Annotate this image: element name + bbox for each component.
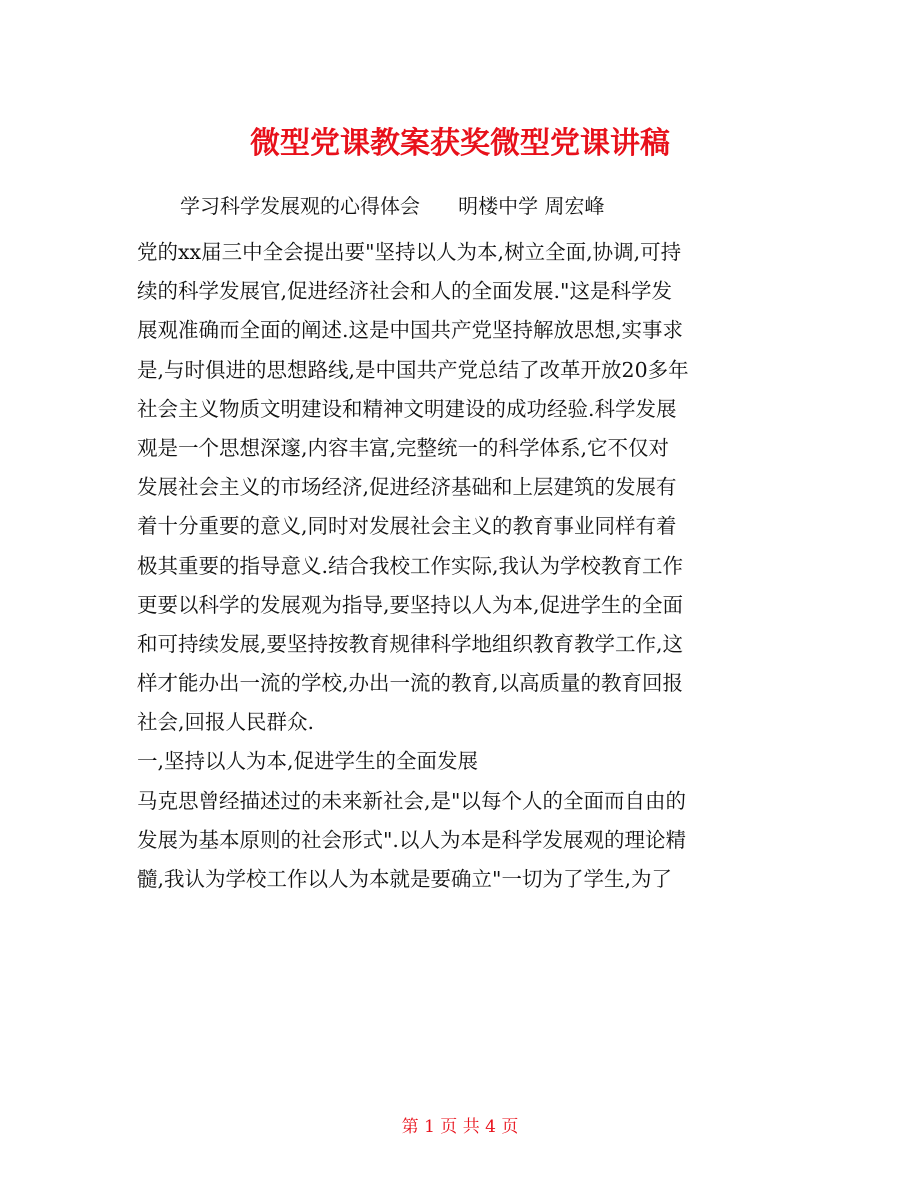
body-text-line: 展观准确而全面的阐述.这是中国共产党坚持解放思想,实事求 [137, 318, 684, 343]
page-footer: 第 1 页 共 4 页 [401, 1117, 519, 1137]
body-text-line: 党的xx届三中全会提出要"坚持以人为本,树立全面,协调,可持 [137, 240, 682, 264]
body-text-line: 着十分重要的意义,同时对发展社会主义的教育事业同样有着 [137, 514, 677, 539]
document-subtitle: 学习科学发展观的心得体会 明楼中学 周宏峰 [180, 194, 605, 218]
body-text-line: 续的科学发展官,促进经济社会和人的全面发展."这是科学发 [137, 279, 672, 304]
body-text-line: 样才能办出一流的学校,办出一流的教育,以高质量的教育回报 [137, 671, 684, 696]
body-text-line: 观是一个思想深邃,内容丰富,完整统一的科学体系,它不仅对 [137, 435, 670, 460]
body-text-line: 发展为基本原则的社会形式".以人为本是科学发展观的理论精 [137, 827, 686, 852]
body-text-line: 更要以科学的发展观为指导,要坚持以人为本,促进学生的全面 [137, 592, 684, 617]
body-text-line: 是,与时俱进的思想路线,是中国共产党总结了改革开放20多年 [137, 357, 689, 382]
body-text-line: 马克思曾经描述过的未来新社会,是"以每个人的全面而自由的 [137, 788, 686, 813]
body-text-line: 发展社会主义的市场经济,促进经济基础和上层建筑的发展有 [137, 475, 677, 500]
body-text-line: 和可持续发展,要坚持按教育规律科学地组织教育教学工作,这 [137, 631, 684, 656]
body-text-line: 髓,我认为学校工作以人为本就是要确立"一切为了学生,为了 [137, 867, 672, 891]
body-text-line: 一,坚持以人为本,促进学生的全面发展 [137, 749, 479, 774]
body-text-line: 极其重要的指导意义.结合我校工作实际,我认为学校教育工作 [137, 553, 684, 578]
body-text-line: 社会主义物质文明建设和精神文明建设的成功经验.科学发展 [137, 396, 677, 421]
document-title: 微型党课教案获奖微型党课讲稿 [250, 126, 670, 161]
body-text-line: 社会,回报人民群众. [137, 710, 315, 735]
document-body [137, 233, 787, 899]
